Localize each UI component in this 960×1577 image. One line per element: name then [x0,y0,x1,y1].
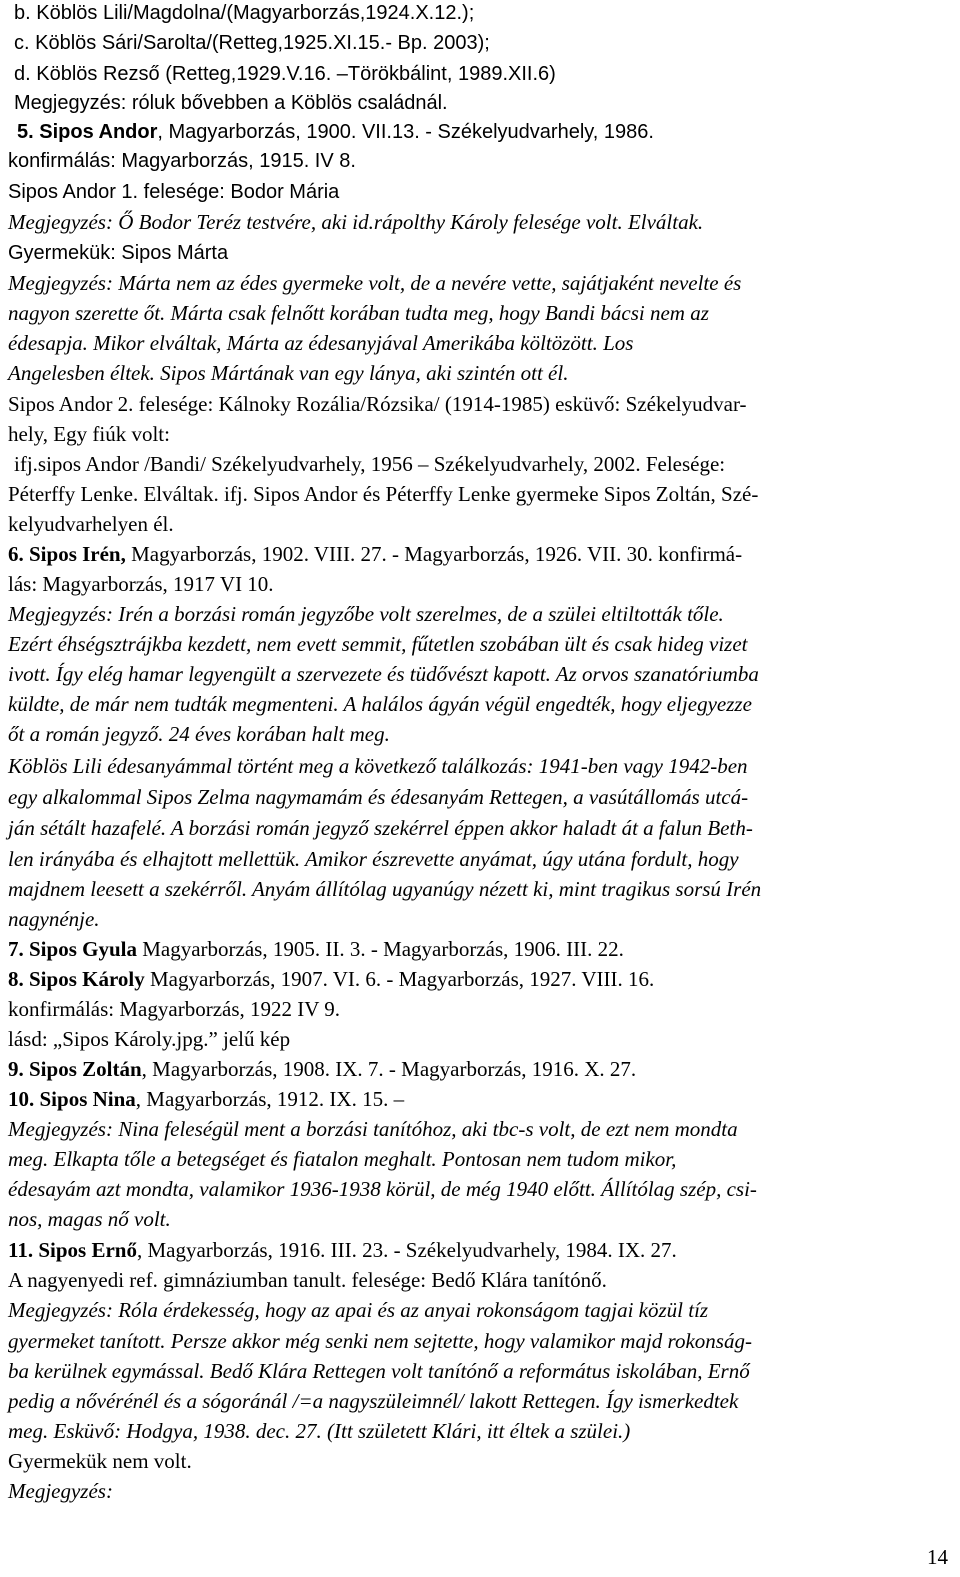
text-line: küldte, de már nem tudták megmenteni. A halálos ágyán végül engedték, hogy eljegyezze [8,692,752,716]
text-line: gyermeket tanított. Persze akkor még senki nem sejtette, hogy valamikor majd rokonság- [8,1329,752,1353]
text-line: hely, Egy fiúk volt: [8,422,170,446]
text-line: Gyermekük: Sipos Márta [8,242,229,264]
text-line: Gyermekük nem volt. [8,1449,192,1473]
text-line: ján sétált hazafelé. A borzási román jegyző szekérrel éppen akkor haladt át a falun Beth- [8,816,753,840]
text-line: Ezért éhségsztrájkba kezdett, nem evett semmit, fűtetlen szobában ült és csak hideg vizet [8,632,748,656]
text-line: meg. Esküvő: Hodgya, 1938. dec. 27. (Itt született Klári, itt éltek a szülei.) [8,1419,631,1443]
text-line: Sipos Andor 1. felesége: Bodor Mária [8,181,340,203]
text-line: b. Köblös Lili/Magdolna/(Magyarborzás,1924.X.12.); [14,2,475,24]
text-line: pedig a nővérénél és a sógoránál /=a nagyszüleimnél/ lakott Rettegen. Így ismerkedtek [8,1389,739,1413]
text-line: nagynénje. [8,907,100,931]
text-line: egy alkalommal Sipos Zelma nagymamám és édesanyám Rettegen, a vasútállomás utcá- [8,785,749,809]
text-line: meg. Elkapta tőle a betegséget és fiatalon meghalt. Pontosan nem tudom mikor, [8,1147,677,1171]
text-line: nos, magas nő volt. [8,1207,171,1231]
text-line: lás: Magyarborzás, 1917 VI 10. [8,572,274,596]
text-line: Megjegyzés: [8,1479,113,1503]
text-line: kelyudvarhelyen él. [8,512,174,536]
text-line: Megjegyzés: róluk bővebben a Köblös családnál. [14,92,448,114]
text-line: 9. Sipos Zoltán, Magyarborzás, 1908. IX. 7. - Magyarborzás, 1916. X. 27. [8,1057,637,1081]
text-line: Megjegyzés: Róla érdekesség, hogy az apai és az anyai rokonságom tagjai közül tíz [8,1298,709,1322]
text-line: őt a román jegyző. 24 éves korában halt meg. [8,722,390,746]
text-line: ivott. Így elég hamar legyengült a szervezete és tüdővészt kapott. Az orvos szanatóriumba [8,662,759,686]
text-line: konfirmálás: Magyarborzás, 1915. IV 8. [8,150,356,172]
text-line: 6. Sipos Irén, Magyarborzás, 1902. VIII. 27. - Magyarborzás, 1926. VII. 30. konfirmá- [8,542,743,566]
text-line: len irányába és elhajtott mellettük. Amikor észrevette anyámat, úgy utána fordult, hogy [8,847,739,871]
text-line: c. Köblös Sári/Sarolta/(Retteg,1925.XI.15.- Bp. 2003); [14,32,490,54]
text-line: d. Köblös Rezső (Retteg,1929.V.16. –Törökbálint, 1989.XII.6) [14,63,556,85]
text-line: Köblös Lili édesanyámmal történt meg a következő találkozás: 1941-ben vagy 1942-ben [8,754,748,778]
page-number: 14 [927,1545,948,1569]
text-line: édesapja. Mikor elváltak, Márta az édesanyjával Amerikába költözött. Los [8,331,634,355]
text-line: majdnem leesett a szekérről. Anyám állítólag ugyanúgy nézett ki, mint tragikus sorsú Irén [8,877,762,901]
text-line: konfirmálás: Magyarborzás, 1922 IV 9. [8,997,341,1021]
text-line: ba kerülnek egymással. Bedő Klára Rettegen volt tanítónő a református iskolában, Ernő [8,1359,750,1383]
text-line: Megjegyzés: Irén a borzási román jegyzőbe volt szerelmes, de a szülei eltiltották tőle. [8,602,724,626]
text-line: 11. Sipos Ernő, Magyarborzás, 1916. III. 23. - Székelyudvarhely, 1984. IX. 27. [8,1238,677,1262]
text-line: A nagyenyedi ref. gimnáziumban tanult. felesége: Bedő Klára tanítónő. [8,1268,607,1292]
text-line: 7. Sipos Gyula Magyarborzás, 1905. II. 3. - Magyarborzás, 1906. III. 22. [8,937,624,961]
text-line: Angelesben éltek. Sipos Mártának van egy lánya, aki szintén ott él. [8,361,569,385]
text-line: édesayám azt mondta, valamikor 1936-1938 körül, de még 1940 előtt. Állítólag szép, csi- [8,1177,757,1201]
text-line: ifj.sipos Andor /Bandi/ Székelyudvarhely, 1956 – Székelyudvarhely, 2002. Felesége: [14,452,726,476]
text-line: 8. Sipos Károly Magyarborzás, 1907. VI. 6. - Magyarborzás, 1927. VIII. 16. [8,967,655,991]
text-line: lásd: „Sipos Károly.jpg.” jelű kép [8,1027,291,1051]
text-line: 5. Sipos Andor, Magyarborzás, 1900. VII.13. - Székelyudvarhely, 1986. [17,121,654,143]
text-line: Megjegyzés: Nina feleségül ment a borzási tanítóhoz, aki tbc-s volt, de ezt nem mondta [8,1117,738,1141]
text-line: Sipos Andor 2. felesége: Kálnoky Rozália/Rózsika/ (1914-1985) esküvő: Székelyudvar- [8,392,747,416]
text-line: Megjegyzés: Ő Bodor Teréz testvére, aki id.rápolthy Károly felesége volt. Elváltak. [8,210,704,234]
text-line: Megjegyzés: Márta nem az édes gyermeke volt, de a nevére vette, sajátjaként nevelte és [8,271,742,295]
text-line: 10. Sipos Nina, Magyarborzás, 1912. IX. 15. – [8,1087,405,1111]
text-line: nagyon szerette őt. Márta csak felnőtt korában tudta meg, hogy Bandi bácsi nem az [8,301,709,325]
text-line: Péterffy Lenke. Elváltak. ifj. Sipos Andor és Péterffy Lenke gyermeke Sipos Zoltán, Szé- [8,482,759,506]
